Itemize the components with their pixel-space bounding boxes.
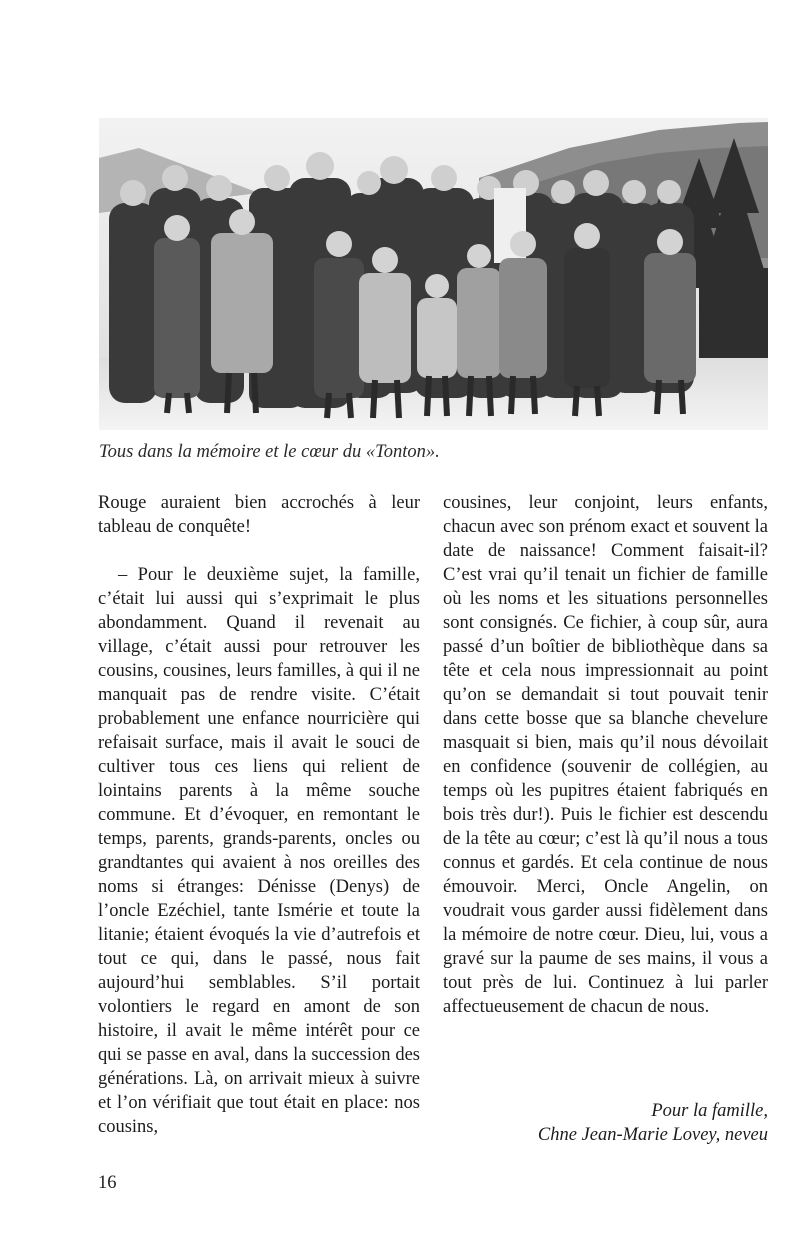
text-column-right	[443, 491, 768, 1019]
signature-line-1: Pour la famille,	[651, 1101, 768, 1121]
paragraph: Rouge auraient bien accrochés à leur tableau de conquête!	[98, 493, 420, 537]
group-photo-illustration	[99, 118, 768, 430]
paragraph: – Pour le deuxième sujet, la famille, c’était lui aussi qui s’exprimait le plus abondamment. Quand il revenait au village, c’était aussi pour retrouver les cousins, cousines, leurs familles, à qui il ne manquait pas de rendre visite. C’était probablement une enfance nourricière qui refaisait surface, mais il avait le souci de cultiver tous ces liens qui relient de lointains parents à la même souche commune. Et d’évoquer, en remontant le temps, parents, grands-parents, oncles ou grandtantes qui avaient à nos oreilles des noms si étranges: Dénisse (Denys) de l’oncle Ezéchiel, tante Ismérie et toute la litanie; étaient évoqués la vie d’autrefois et tout ce qui, dans le passé, nous fait aujourd’hui semblables. S’il portait volontiers le regard en amont de son histoire, il avait le même intérêt pour ce qui se passe en aval, dans la succession des générations. Là, on arrivait mieux à suivre et l’on vérifiait que tout était en place: nos cousins,	[98, 565, 420, 1137]
signature	[443, 1099, 768, 1147]
page-number: 16	[98, 1173, 117, 1193]
photo-caption: Tous dans la mémoire et le cœur du «Tonton».	[99, 442, 440, 462]
text-column-left	[98, 491, 420, 1139]
group-photo	[99, 118, 768, 430]
signature-line-2: Chne Jean-Marie Lovey, neveu	[537, 1125, 768, 1145]
paragraph: cousines, leur conjoint, leurs enfants, chacun avec son prénom exact et souvent la date de naissance! Comment faisait-il? C’est vrai qu’il tenait un fichier de famille où les noms et les situations personnelles sont consignés. Ce fichier, à coup sûr, aura passé d’un boîtier de bibliothèque dans sa tête et cela nous impressionnait au point qu’on se demandait si tout pouvait tenir dans cette bosse que sa blanche chevelure masquait si bien, mais qu’il nous dévoilait en confidence (souvenir de collégien, au temps où les pupitres étaient fabriqués en bois très dur!). Puis le fichier est descendu de la tête au cœur; c’est là qu’il nous a tous connus et gardés. Et cela continue de nous émouvoir. Merci, Oncle Angelin, on voudrait vous garder aussi fidèlement dans la mémoire de notre cœur. Dieu, lui, vous a gravé sur la paume de ses mains, il vous a tout près de lui. Continuez à lui parler affectueusement de chacun de nous.	[443, 493, 768, 1017]
